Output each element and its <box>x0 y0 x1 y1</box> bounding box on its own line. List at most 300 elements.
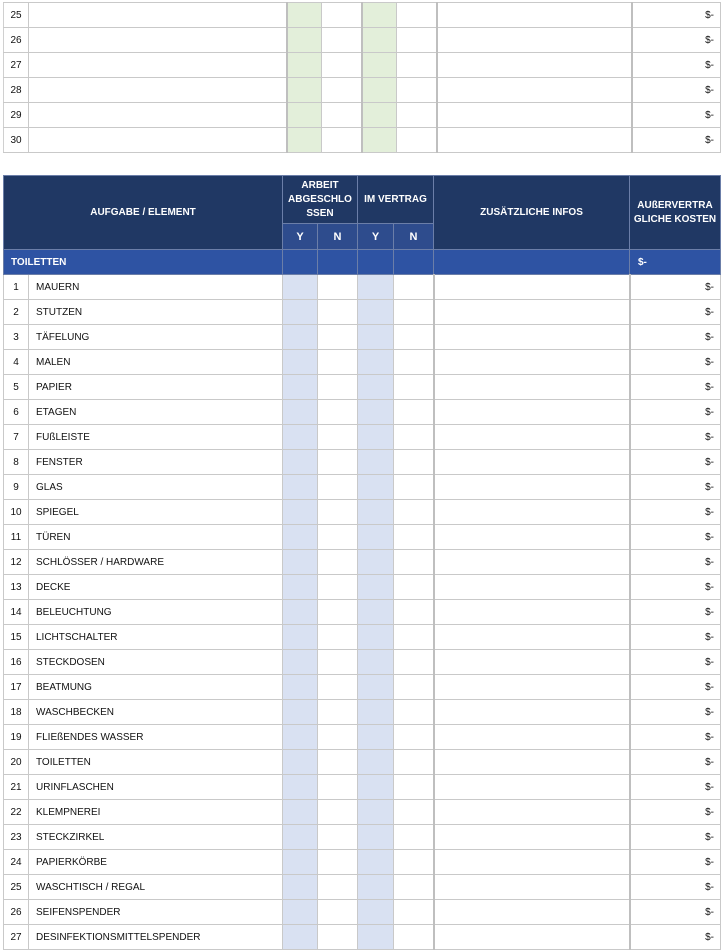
work-done-n-cell[interactable] <box>318 875 358 900</box>
contract-y-cell[interactable] <box>358 875 394 900</box>
task-cell[interactable]: SCHLÖSSER / HARDWARE <box>29 550 283 575</box>
table-row <box>4 3 721 28</box>
row-number: 18 <box>4 700 29 725</box>
work-done-y-cell[interactable] <box>283 425 318 450</box>
work-done-n-cell[interactable] <box>318 350 358 375</box>
work-done-n-cell[interactable] <box>318 600 358 625</box>
info-cell[interactable] <box>434 550 630 575</box>
work-done-y-cell[interactable] <box>287 128 322 153</box>
info-cell[interactable] <box>434 600 630 625</box>
work-done-y-cell[interactable] <box>283 675 318 700</box>
work-done-n-cell[interactable] <box>318 300 358 325</box>
contract-n-cell[interactable] <box>394 800 434 825</box>
table-row <box>4 525 721 550</box>
work-done-y-cell[interactable] <box>283 600 318 625</box>
work-done-y-cell[interactable] <box>283 500 318 525</box>
task-cell[interactable]: TÄFELUNG <box>29 325 283 350</box>
contract-n-cell[interactable] <box>394 750 434 775</box>
task-cell[interactable]: STECKZIRKEL <box>29 825 283 850</box>
row-number: 11 <box>4 525 29 550</box>
contract-y-cell[interactable] <box>358 725 394 750</box>
info-cell[interactable] <box>434 300 630 325</box>
contract-y-cell[interactable] <box>358 900 394 925</box>
work-done-y-cell[interactable] <box>283 325 318 350</box>
table-row <box>4 28 721 53</box>
contract-y-cell[interactable] <box>358 850 394 875</box>
table-row <box>4 275 721 300</box>
contract-y-cell[interactable] <box>358 475 394 500</box>
work-done-n-cell[interactable] <box>318 750 358 775</box>
contract-n-cell[interactable] <box>394 675 434 700</box>
cost-cell[interactable]: $- <box>630 750 721 775</box>
task-cell[interactable]: BELEUCHTUNG <box>29 600 283 625</box>
table-row <box>4 675 721 700</box>
work-done-n-cell[interactable] <box>322 28 362 53</box>
info-cell[interactable] <box>434 350 630 375</box>
section-row <box>4 250 721 275</box>
row-number: 14 <box>4 600 29 625</box>
contract-n-cell[interactable] <box>394 600 434 625</box>
contract-n-cell[interactable] <box>394 550 434 575</box>
contract-y-cell[interactable] <box>358 575 394 600</box>
cost-cell[interactable]: $- <box>630 525 721 550</box>
work-done-y-cell[interactable] <box>283 550 318 575</box>
contract-y-cell[interactable] <box>358 925 394 950</box>
cost-cell[interactable]: $- <box>630 500 721 525</box>
work-done-n-cell[interactable] <box>318 825 358 850</box>
table-row <box>4 325 721 350</box>
info-cell[interactable] <box>437 103 632 128</box>
info-cell[interactable] <box>434 925 630 950</box>
task-cell[interactable]: PAPIER <box>29 375 283 400</box>
contract-n-cell[interactable] <box>394 475 434 500</box>
work-done-n-cell[interactable] <box>318 700 358 725</box>
row-number: 2 <box>4 300 29 325</box>
contract-y-cell[interactable] <box>358 450 394 475</box>
info-cell[interactable] <box>437 128 632 153</box>
task-cell[interactable]: BEATMUNG <box>29 675 283 700</box>
contract-n-cell[interactable] <box>394 850 434 875</box>
row-number: 21 <box>4 775 29 800</box>
row-number: 1 <box>4 275 29 300</box>
contract-y-cell[interactable] <box>358 525 394 550</box>
info-cell[interactable] <box>434 725 630 750</box>
work-done-n-cell[interactable] <box>318 400 358 425</box>
work-done-n-cell[interactable] <box>318 525 358 550</box>
contract-y-cell[interactable] <box>358 375 394 400</box>
row-number: 22 <box>4 800 29 825</box>
work-done-y-cell[interactable] <box>283 700 318 725</box>
contract-n-cell[interactable] <box>394 375 434 400</box>
cost-cell[interactable]: $- <box>630 650 721 675</box>
task-cell[interactable]: LICHTSCHALTER <box>29 625 283 650</box>
row-number: 30 <box>4 128 29 153</box>
work-done-n-cell[interactable] <box>322 3 362 28</box>
contract-n-cell[interactable] <box>394 525 434 550</box>
table-row <box>4 300 721 325</box>
table-row <box>4 550 721 575</box>
task-cell[interactable]: KLEMPNEREI <box>29 800 283 825</box>
cost-cell[interactable]: $- <box>632 78 721 103</box>
info-cell[interactable] <box>434 275 630 300</box>
cost-cell[interactable]: $- <box>630 600 721 625</box>
info-cell[interactable] <box>434 525 630 550</box>
section-cell <box>358 250 394 275</box>
work-done-y-cell[interactable] <box>283 725 318 750</box>
work-done-n-cell[interactable] <box>318 650 358 675</box>
header-work-done-y: Y <box>283 224 318 250</box>
info-cell[interactable] <box>434 625 630 650</box>
header-work-done-n: N <box>318 224 358 250</box>
work-done-y-cell[interactable] <box>287 28 322 53</box>
task-cell[interactable]: FLIEßENDES WASSER <box>29 725 283 750</box>
previous-section-table <box>3 2 721 153</box>
work-done-n-cell[interactable] <box>318 675 358 700</box>
cost-cell[interactable]: $- <box>632 3 721 28</box>
cost-cell[interactable]: $- <box>632 53 721 78</box>
task-cell[interactable]: FENSTER <box>29 450 283 475</box>
row-number: 27 <box>4 925 29 950</box>
contract-y-cell[interactable] <box>362 28 397 53</box>
info-cell[interactable] <box>437 78 632 103</box>
task-cell[interactable]: DESINFEKTIONSMITTELSPENDER <box>29 925 283 950</box>
contract-y-cell[interactable] <box>358 425 394 450</box>
table-row <box>4 450 721 475</box>
table-row <box>4 850 721 875</box>
work-done-y-cell[interactable] <box>283 800 318 825</box>
table-row <box>4 750 721 775</box>
cost-cell[interactable]: $- <box>630 850 721 875</box>
cost-cell[interactable]: $- <box>630 450 721 475</box>
task-cell[interactable] <box>29 28 287 53</box>
row-number: 26 <box>4 900 29 925</box>
cost-cell[interactable]: $- <box>630 275 721 300</box>
header-extra-cost: AUßERVERTRA GLICHE KOSTEN <box>630 176 721 250</box>
task-cell[interactable]: SPIEGEL <box>29 500 283 525</box>
info-cell[interactable] <box>434 700 630 725</box>
contract-y-cell[interactable] <box>358 300 394 325</box>
work-done-y-cell[interactable] <box>283 375 318 400</box>
work-done-y-cell[interactable] <box>287 53 322 78</box>
header-in-contract: IM VERTRAG <box>358 176 434 224</box>
header-info: ZUSÄTZLICHE INFOS <box>434 176 630 250</box>
row-number: 19 <box>4 725 29 750</box>
work-done-y-cell[interactable] <box>283 300 318 325</box>
work-done-y-cell[interactable] <box>283 650 318 675</box>
contract-y-cell[interactable] <box>358 500 394 525</box>
contract-n-cell[interactable] <box>397 128 437 153</box>
work-done-n-cell[interactable] <box>318 725 358 750</box>
contract-n-cell[interactable] <box>394 500 434 525</box>
contract-y-cell[interactable] <box>358 550 394 575</box>
contract-y-cell[interactable] <box>358 275 394 300</box>
work-done-n-cell[interactable] <box>318 500 358 525</box>
info-cell[interactable] <box>434 800 630 825</box>
work-done-y-cell[interactable] <box>283 925 318 950</box>
work-done-y-cell[interactable] <box>283 525 318 550</box>
contract-y-cell[interactable] <box>358 775 394 800</box>
contract-n-cell[interactable] <box>397 78 437 103</box>
work-done-n-cell[interactable] <box>318 800 358 825</box>
row-number: 29 <box>4 103 29 128</box>
contract-n-cell[interactable] <box>394 925 434 950</box>
work-done-y-cell[interactable] <box>283 475 318 500</box>
cost-cell[interactable]: $- <box>630 825 721 850</box>
contract-y-cell[interactable] <box>358 800 394 825</box>
work-done-n-cell[interactable] <box>322 103 362 128</box>
task-cell[interactable]: FUßLEISTE <box>29 425 283 450</box>
row-number: 3 <box>4 325 29 350</box>
contract-n-cell[interactable] <box>394 700 434 725</box>
contract-y-cell[interactable] <box>358 625 394 650</box>
task-cell[interactable]: GLAS <box>29 475 283 500</box>
cost-cell[interactable]: $- <box>630 575 721 600</box>
contract-n-cell[interactable] <box>394 300 434 325</box>
work-done-n-cell[interactable] <box>318 625 358 650</box>
row-number: 26 <box>4 28 29 53</box>
work-done-y-cell[interactable] <box>283 900 318 925</box>
cost-cell[interactable]: $- <box>630 775 721 800</box>
info-cell[interactable] <box>434 575 630 600</box>
cost-cell[interactable]: $- <box>630 875 721 900</box>
row-number: 28 <box>4 78 29 103</box>
task-cell[interactable]: PAPIERKÖRBE <box>29 850 283 875</box>
contract-n-cell[interactable] <box>394 350 434 375</box>
work-done-y-cell[interactable] <box>283 575 318 600</box>
table-row <box>4 575 721 600</box>
task-cell[interactable]: TOILETTEN <box>29 750 283 775</box>
cost-cell[interactable]: $- <box>630 675 721 700</box>
task-cell[interactable]: TÜREN <box>29 525 283 550</box>
task-cell[interactable] <box>29 103 287 128</box>
cost-cell[interactable]: $- <box>630 900 721 925</box>
task-cell[interactable]: WASCHTISCH / REGAL <box>29 875 283 900</box>
section-name: TOILETTEN <box>4 250 283 275</box>
table-row <box>4 375 721 400</box>
cost-cell[interactable]: $- <box>630 350 721 375</box>
task-cell[interactable]: DECKE <box>29 575 283 600</box>
contract-y-cell[interactable] <box>358 750 394 775</box>
section-cell <box>318 250 358 275</box>
work-done-n-cell[interactable] <box>318 775 358 800</box>
task-cell[interactable]: STECKDOSEN <box>29 650 283 675</box>
section-cell <box>434 250 630 275</box>
contract-n-cell[interactable] <box>394 450 434 475</box>
table-row <box>4 350 721 375</box>
row-number: 13 <box>4 575 29 600</box>
header-task: AUFGABE / ELEMENT <box>4 176 283 250</box>
cost-cell[interactable]: $- <box>630 325 721 350</box>
row-number: 16 <box>4 650 29 675</box>
cost-cell[interactable]: $- <box>630 925 721 950</box>
work-done-n-cell[interactable] <box>318 425 358 450</box>
work-done-y-cell[interactable] <box>283 750 318 775</box>
work-done-n-cell[interactable] <box>322 78 362 103</box>
contract-y-cell[interactable] <box>362 128 397 153</box>
contract-y-cell[interactable] <box>362 53 397 78</box>
contract-n-cell[interactable] <box>394 900 434 925</box>
contract-y-cell[interactable] <box>362 3 397 28</box>
row-number: 27 <box>4 53 29 78</box>
cost-cell[interactable]: $- <box>630 700 721 725</box>
task-cell[interactable]: MAUERN <box>29 275 283 300</box>
work-done-n-cell[interactable] <box>318 925 358 950</box>
info-cell[interactable] <box>437 28 632 53</box>
cost-cell[interactable]: $- <box>630 550 721 575</box>
row-number: 10 <box>4 500 29 525</box>
contract-n-cell[interactable] <box>394 625 434 650</box>
row-number: 4 <box>4 350 29 375</box>
task-cell[interactable] <box>29 3 287 28</box>
row-number: 25 <box>4 875 29 900</box>
work-done-n-cell[interactable] <box>318 850 358 875</box>
work-done-y-cell[interactable] <box>283 775 318 800</box>
work-done-y-cell[interactable] <box>283 350 318 375</box>
contract-y-cell[interactable] <box>358 325 394 350</box>
info-cell[interactable] <box>434 425 630 450</box>
work-done-y-cell[interactable] <box>287 103 322 128</box>
work-done-y-cell[interactable] <box>283 275 318 300</box>
work-done-n-cell[interactable] <box>318 375 358 400</box>
work-done-y-cell[interactable] <box>283 625 318 650</box>
task-cell[interactable]: MALEN <box>29 350 283 375</box>
task-cell[interactable]: URINFLASCHEN <box>29 775 283 800</box>
row-number: 23 <box>4 825 29 850</box>
cost-cell[interactable]: $- <box>630 625 721 650</box>
row-number: 25 <box>4 3 29 28</box>
info-cell[interactable] <box>434 400 630 425</box>
contract-y-cell[interactable] <box>358 350 394 375</box>
contract-n-cell[interactable] <box>394 400 434 425</box>
task-cell[interactable]: WASCHBECKEN <box>29 700 283 725</box>
cost-cell[interactable]: $- <box>632 103 721 128</box>
info-cell[interactable] <box>434 450 630 475</box>
table-row <box>4 500 721 525</box>
contract-y-cell[interactable] <box>358 825 394 850</box>
contract-y-cell[interactable] <box>358 650 394 675</box>
row-number: 5 <box>4 375 29 400</box>
work-done-n-cell[interactable] <box>322 53 362 78</box>
cost-cell[interactable]: $- <box>632 128 721 153</box>
contract-n-cell[interactable] <box>394 275 434 300</box>
table-row <box>4 475 721 500</box>
task-cell[interactable] <box>29 78 287 103</box>
cost-cell[interactable]: $- <box>630 475 721 500</box>
work-done-y-cell[interactable] <box>287 3 322 28</box>
cost-cell[interactable]: $- <box>630 425 721 450</box>
contract-y-cell[interactable] <box>358 600 394 625</box>
work-done-y-cell[interactable] <box>283 400 318 425</box>
table-row <box>4 775 721 800</box>
info-cell[interactable] <box>434 875 630 900</box>
table-row <box>4 600 721 625</box>
work-done-n-cell[interactable] <box>318 575 358 600</box>
work-done-y-cell[interactable] <box>283 875 318 900</box>
table-row <box>4 900 721 925</box>
cost-cell[interactable]: $- <box>630 300 721 325</box>
info-cell[interactable] <box>437 3 632 28</box>
contract-y-cell[interactable] <box>362 103 397 128</box>
work-done-n-cell[interactable] <box>318 275 358 300</box>
cost-cell[interactable]: $- <box>630 400 721 425</box>
contract-n-cell[interactable] <box>394 325 434 350</box>
work-done-n-cell[interactable] <box>318 900 358 925</box>
work-done-y-cell[interactable] <box>283 850 318 875</box>
info-cell[interactable] <box>434 325 630 350</box>
info-cell[interactable] <box>434 775 630 800</box>
table-row <box>4 625 721 650</box>
work-done-n-cell[interactable] <box>318 325 358 350</box>
contract-n-cell[interactable] <box>397 28 437 53</box>
table-row <box>4 825 721 850</box>
work-done-y-cell[interactable] <box>283 450 318 475</box>
row-number: 17 <box>4 675 29 700</box>
task-cell[interactable]: ETAGEN <box>29 400 283 425</box>
table-row <box>4 925 721 950</box>
info-cell[interactable] <box>434 375 630 400</box>
work-done-n-cell[interactable] <box>318 450 358 475</box>
work-done-y-cell[interactable] <box>283 825 318 850</box>
contract-n-cell[interactable] <box>394 775 434 800</box>
table-row <box>4 425 721 450</box>
contract-y-cell[interactable] <box>358 400 394 425</box>
info-cell[interactable] <box>434 500 630 525</box>
row-number: 8 <box>4 450 29 475</box>
work-done-n-cell[interactable] <box>318 550 358 575</box>
info-cell[interactable] <box>437 53 632 78</box>
contract-n-cell[interactable] <box>394 725 434 750</box>
contract-y-cell[interactable] <box>362 78 397 103</box>
contract-n-cell[interactable] <box>394 875 434 900</box>
cost-cell[interactable]: $- <box>630 375 721 400</box>
row-number: 6 <box>4 400 29 425</box>
work-done-y-cell[interactable] <box>287 78 322 103</box>
task-cell[interactable] <box>29 128 287 153</box>
table-row <box>4 650 721 675</box>
contract-n-cell[interactable] <box>394 650 434 675</box>
table-row <box>4 725 721 750</box>
row-number: 7 <box>4 425 29 450</box>
work-done-n-cell[interactable] <box>322 128 362 153</box>
contract-n-cell[interactable] <box>394 825 434 850</box>
info-cell[interactable] <box>434 650 630 675</box>
table-row <box>4 400 721 425</box>
contract-n-cell[interactable] <box>397 53 437 78</box>
task-cell[interactable]: STUTZEN <box>29 300 283 325</box>
contract-y-cell[interactable] <box>358 675 394 700</box>
info-cell[interactable] <box>434 675 630 700</box>
task-cell[interactable]: SEIFENSPENDER <box>29 900 283 925</box>
task-cell[interactable] <box>29 53 287 78</box>
info-cell[interactable] <box>434 900 630 925</box>
contract-n-cell[interactable] <box>397 103 437 128</box>
info-cell[interactable] <box>434 850 630 875</box>
info-cell[interactable] <box>434 825 630 850</box>
table-row <box>4 78 721 103</box>
work-done-n-cell[interactable] <box>318 475 358 500</box>
contract-n-cell[interactable] <box>394 425 434 450</box>
cost-cell[interactable]: $- <box>632 28 721 53</box>
contract-n-cell[interactable] <box>397 3 437 28</box>
header-contract-y: Y <box>358 224 394 250</box>
cost-cell[interactable]: $- <box>630 800 721 825</box>
cost-cell[interactable]: $- <box>630 725 721 750</box>
info-cell[interactable] <box>434 475 630 500</box>
table-row <box>4 875 721 900</box>
contract-y-cell[interactable] <box>358 700 394 725</box>
info-cell[interactable] <box>434 750 630 775</box>
contract-n-cell[interactable] <box>394 575 434 600</box>
